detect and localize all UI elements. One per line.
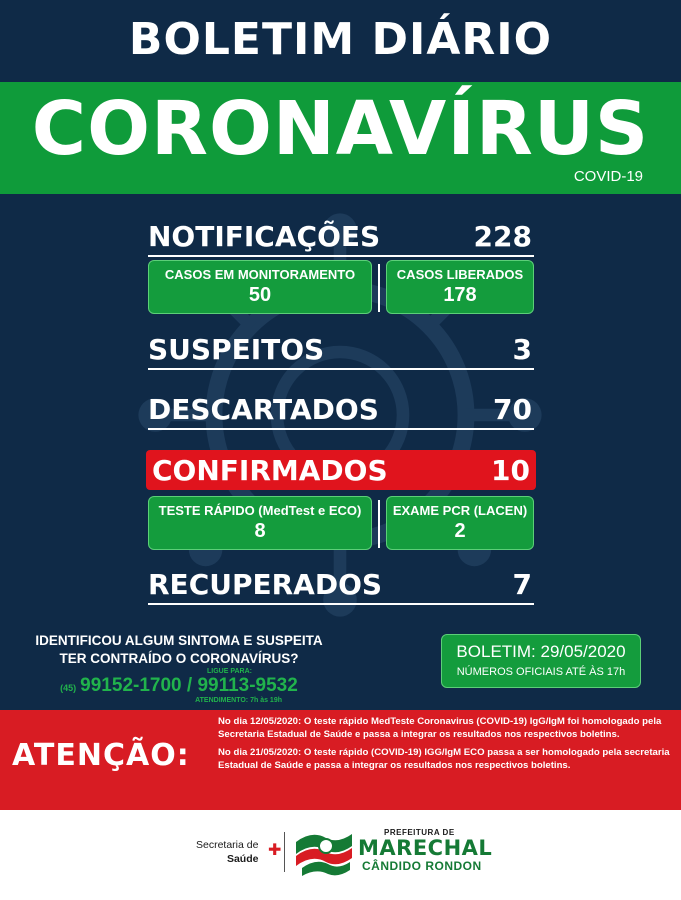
teste-rapido-value: 8: [254, 520, 266, 542]
attention-band: [0, 710, 681, 810]
saude-label: Saúde: [226, 853, 259, 865]
divider: [378, 264, 380, 312]
notificacoes-value: 228: [473, 220, 532, 253]
suspeitos-row: [148, 333, 534, 370]
footer: [0, 810, 681, 900]
suspeitos-value: 3: [512, 333, 532, 366]
city-name: MARECHAL: [358, 836, 493, 860]
monitoramento-card: [148, 260, 372, 314]
attention-note-1: No dia 12/05/2020: O teste rápido MedTeste Coronavirus (COVID-19) IgG/IgM foi homologado pela Secretaria Estadual de Saúde e passa a integrar os resultados nos respectivos boletins.: [218, 716, 662, 740]
secretaria-label: Secretaria de: [196, 839, 259, 851]
secretaria-logo: [196, 838, 258, 866]
suspeitos-label: SUSPEITOS: [148, 333, 325, 366]
descartados-value: 70: [493, 393, 532, 426]
attention-notes: [218, 716, 674, 778]
logo-divider: [284, 832, 285, 872]
notificacoes-label: NOTIFICAÇÕES: [148, 220, 381, 253]
city-emblem-icon: [292, 824, 356, 880]
liberados-label: CASOS LIBERADOS: [396, 267, 524, 282]
phone-ddd: (45): [60, 683, 77, 693]
boletim-note: NÚMEROS OFICIAIS ATÉ ÀS 17h: [456, 666, 626, 678]
monitoramento-value: 50: [248, 284, 272, 306]
attention-note-2: No dia 21/05/2020: O teste rápido (COVID-19) IGG/IgM ECO passa a ser homologado pela secretaria Estadual de Saúde e passa a integrar os resultados nos respectivos boletins.: [218, 747, 670, 771]
covid-tag: COVID-19: [573, 168, 643, 185]
recuperados-label: RECUPERADOS: [148, 568, 383, 601]
monitoramento-label: CASOS EM MONITORAMENTO: [164, 267, 356, 282]
symptom-line-2: TER CONTRAÍDO O CORONAVÍRUS?: [59, 651, 299, 666]
descartados-row: [148, 393, 534, 430]
descartados-label: DESCARTADOS: [148, 393, 379, 426]
liberados-card: [386, 260, 534, 314]
divider: [378, 500, 380, 548]
notificacoes-row: [148, 220, 534, 257]
boletim-date-box: [441, 634, 641, 688]
teste-rapido-label: TESTE RÁPIDO (MedTest e ECO): [158, 503, 362, 518]
title-banner: [0, 82, 681, 194]
city-subname: CÂNDIDO RONDON: [362, 859, 482, 873]
prefeitura-label: PREFEITURA DE: [384, 828, 455, 837]
main-title: CORONAVÍRUS: [31, 86, 650, 172]
contact-block: [14, 632, 344, 704]
ligue-label: LIGUE PARA:: [207, 668, 252, 675]
recuperados-value: 7: [512, 568, 532, 601]
exame-pcr-label: EXAME PCR (LACEN): [392, 503, 528, 518]
top-title: BOLETIM DIÁRIO: [128, 14, 553, 65]
symptom-line-1: IDENTIFICOU ALGUM SINTOMA E SUSPEITA: [35, 633, 323, 648]
phone-line: [14, 675, 344, 697]
atendimento-hours: ATENDIMENTO: 7h às 19h: [195, 697, 282, 704]
phone-numbers[interactable]: 99152-1700 / 99113-9532: [80, 675, 298, 696]
confirmados-bar: [146, 450, 536, 490]
recuperados-row: [148, 568, 534, 605]
attention-title: ATENÇÃO:: [12, 738, 190, 773]
liberados-value: 178: [443, 284, 477, 306]
teste-rapido-card: [148, 496, 372, 550]
exame-pcr-card: [386, 496, 534, 550]
confirmados-label: CONFIRMADOS: [152, 453, 388, 487]
exame-pcr-value: 2: [454, 520, 466, 542]
confirmados-value: 10: [491, 453, 530, 487]
health-cross-icon: ✚: [268, 842, 282, 859]
boletim-date: BOLETIM: 29/05/2020: [456, 642, 626, 661]
